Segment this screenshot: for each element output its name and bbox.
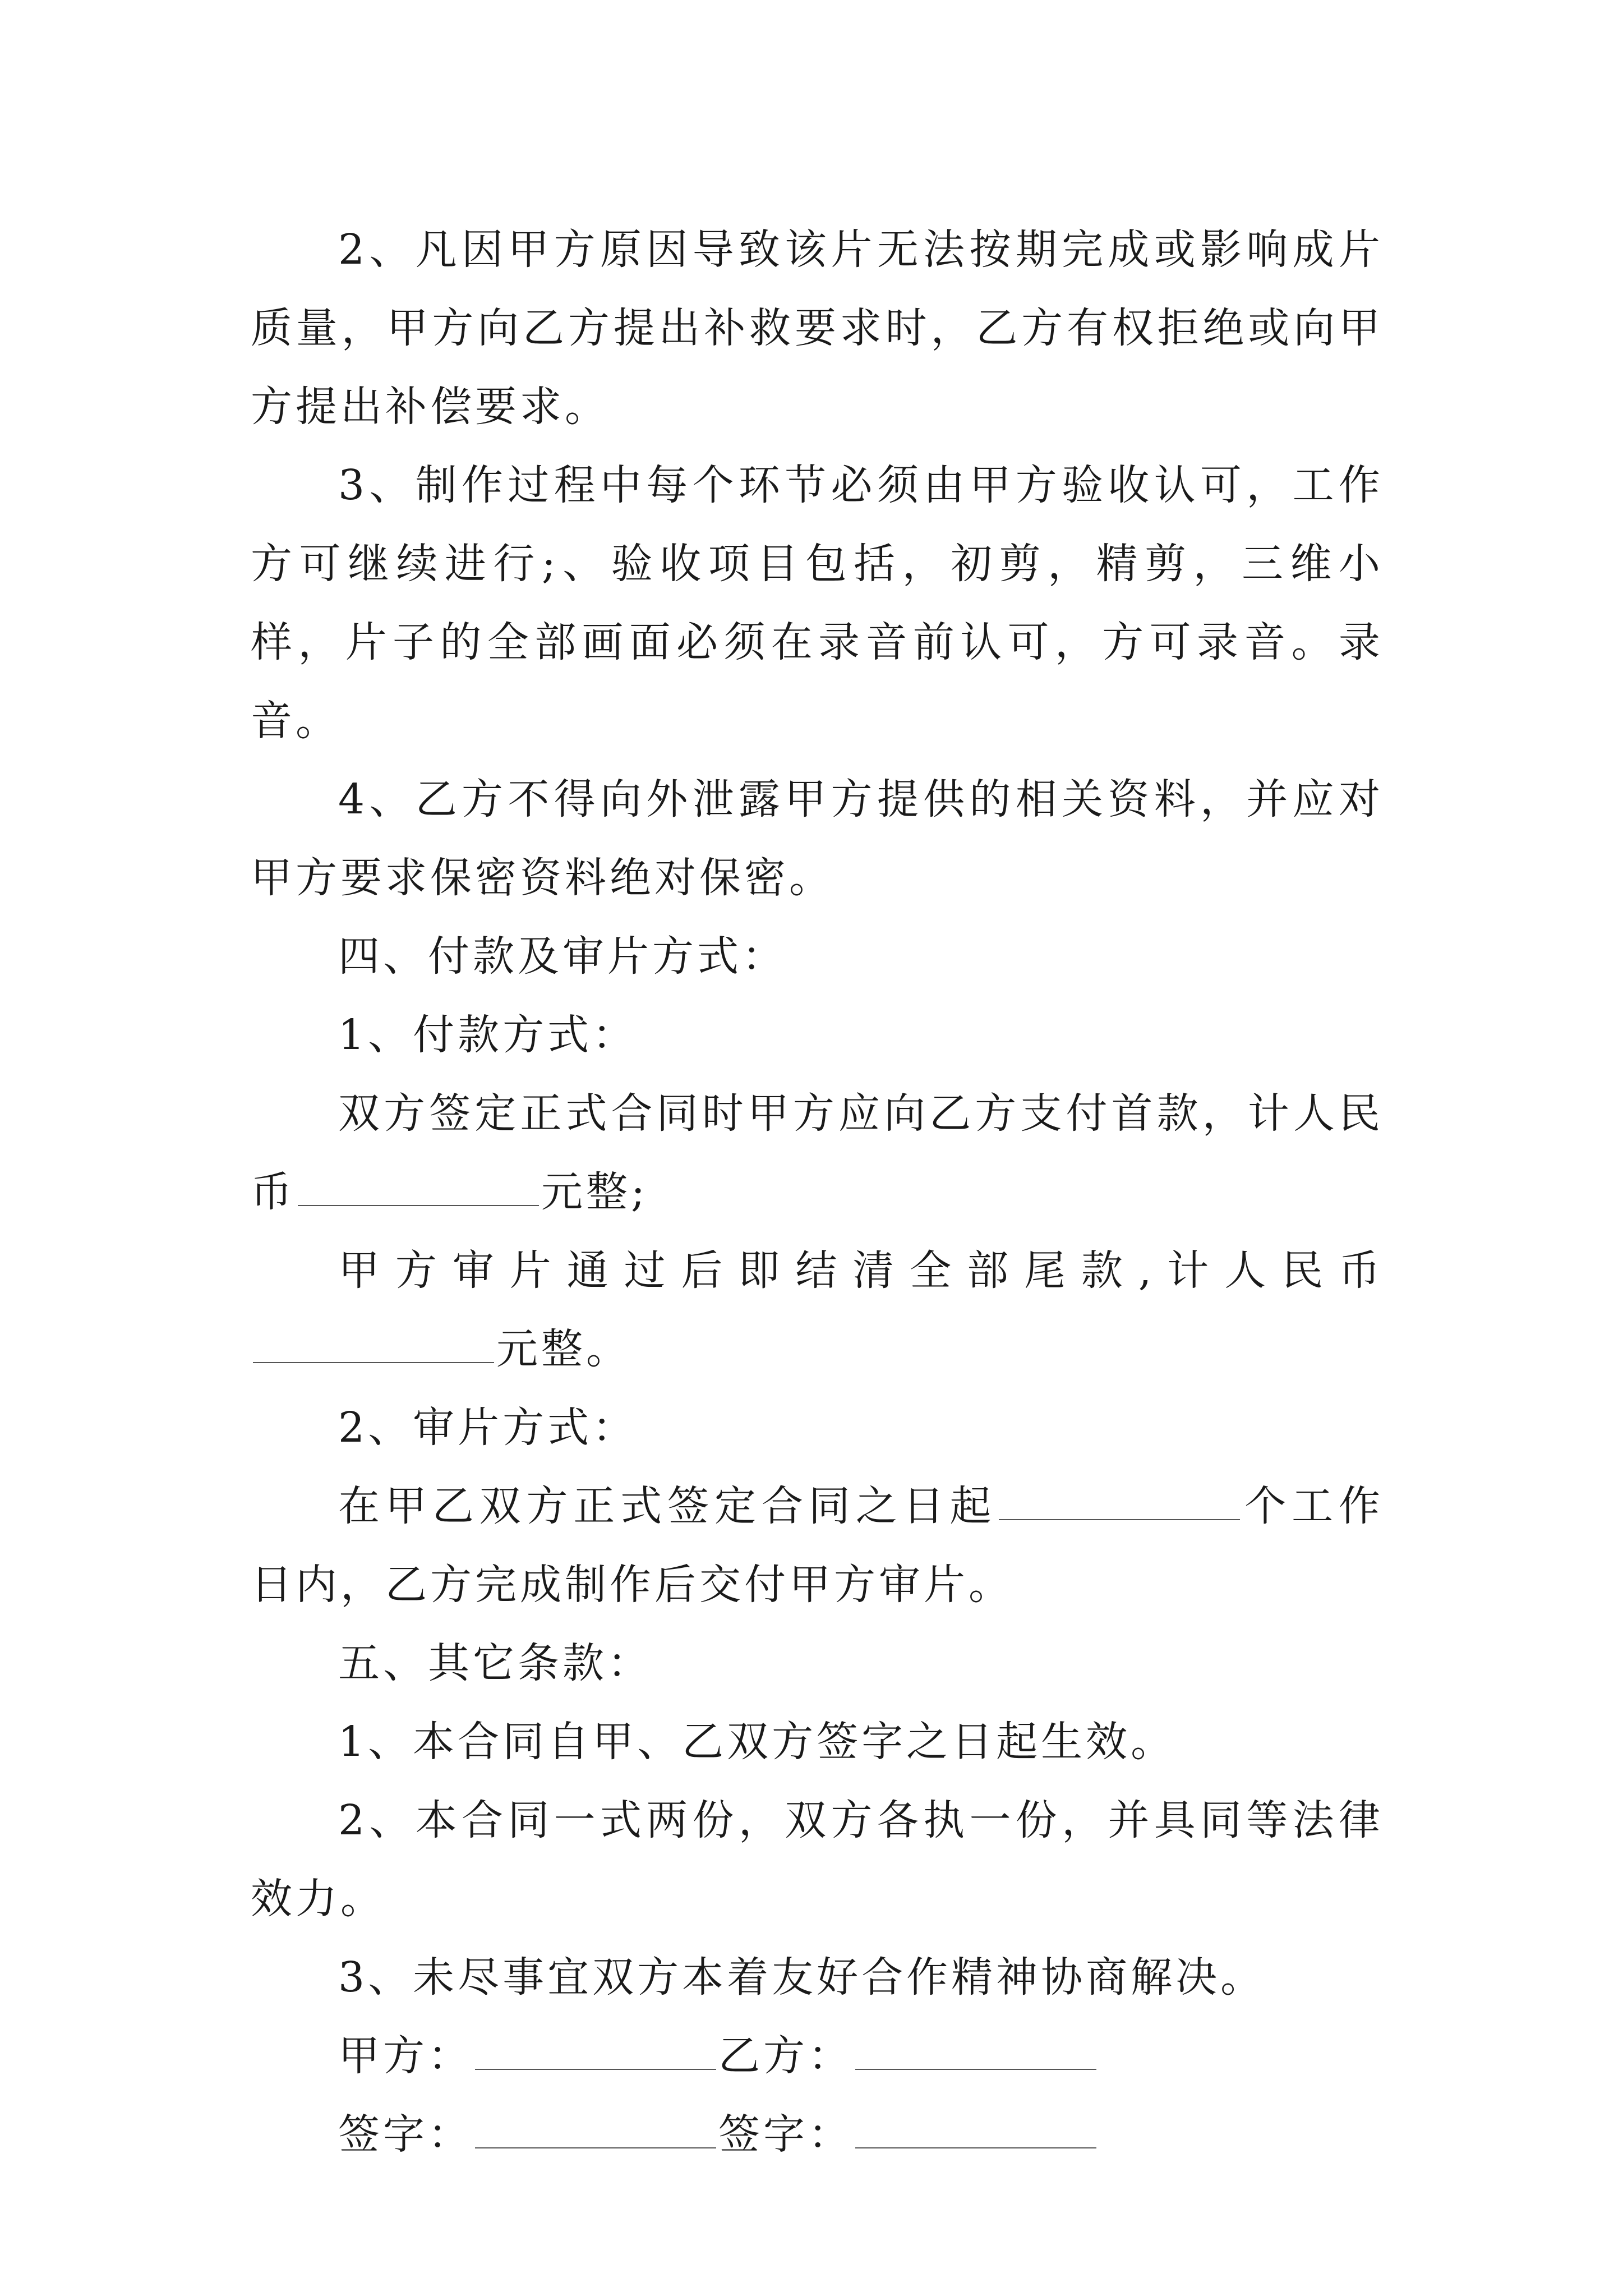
party-row: [251, 2017, 1384, 2095]
signature-row: [251, 2095, 1384, 2174]
contract-body: [251, 210, 1384, 2174]
first-payment-text: 双方签定正式合同时甲方应向乙方支付首款，计人民币: [251, 1089, 1384, 1216]
final-payment-amount-blank[interactable]: [253, 1323, 494, 1363]
party-b-label: 乙方：: [718, 2032, 853, 2080]
working-days-blank[interactable]: [999, 1480, 1240, 1520]
payment-method-heading: 1、付款方式：: [338, 1011, 638, 1059]
section-4-heading: 四、付款及审片方式：: [338, 932, 787, 981]
review-method-heading: 2、审片方式：: [338, 1404, 638, 1452]
final-payment-unit: 元整。: [496, 1325, 631, 1373]
clause-3-2: 2、凡因甲方原因导致该片无法按期完成或影响成片质量，甲方向乙方提出补救要求时，乙方有权拒绝或向甲方提出补偿要求。: [251, 226, 1384, 431]
clause-5-3: 3、未尽事宜双方本着友好合作精神协商解决。: [338, 1953, 1266, 2001]
clause-5-1: 1、本合同自甲、乙双方签字之日起生效。: [338, 1718, 1176, 1766]
clause-5-2: 2、本合同一式两份，双方各执一份，并具同等法律效力。: [251, 1796, 1384, 1923]
final-payment-text: 甲方审片通过后即结清全部尾款,计人民币: [338, 1246, 1384, 1295]
review-clause: [251, 1467, 1384, 1624]
party-b-blank[interactable]: [855, 2030, 1096, 2070]
final-payment-clause: [251, 1231, 1384, 1388]
first-payment-unit: 元整;: [541, 1168, 648, 1216]
review-clause-tail: 个工作日内，乙方完成制作后交付甲方审片。: [251, 1482, 1384, 1609]
section-5-heading: 五、其它条款：: [338, 1639, 652, 1687]
sign-a-blank[interactable]: [475, 2108, 716, 2148]
first-payment-clause: [251, 1074, 1384, 1231]
party-a-blank[interactable]: [475, 2030, 716, 2070]
first-payment-amount-blank[interactable]: [298, 1166, 539, 1206]
party-a-label: 甲方：: [338, 2032, 473, 2080]
sign-a-label: 签字：: [338, 2110, 473, 2159]
sign-b-blank[interactable]: [855, 2108, 1096, 2148]
review-clause-text: 在甲乙双方正式签定合同之日起: [338, 1482, 997, 1530]
clause-3-3: 3、制作过程中每个环节必须由甲方验收认可，工作方可继续进行;、验收项目包括，初剪，精剪，三维小样，片子的全部画面必须在录音前认可，方可录音。录音。: [251, 461, 1384, 745]
clause-3-4: 4、乙方不得向外泄露甲方提供的相关资料，并应对甲方要求保密资料绝对保密。: [251, 775, 1384, 902]
sign-b-label: 签字：: [718, 2110, 853, 2159]
